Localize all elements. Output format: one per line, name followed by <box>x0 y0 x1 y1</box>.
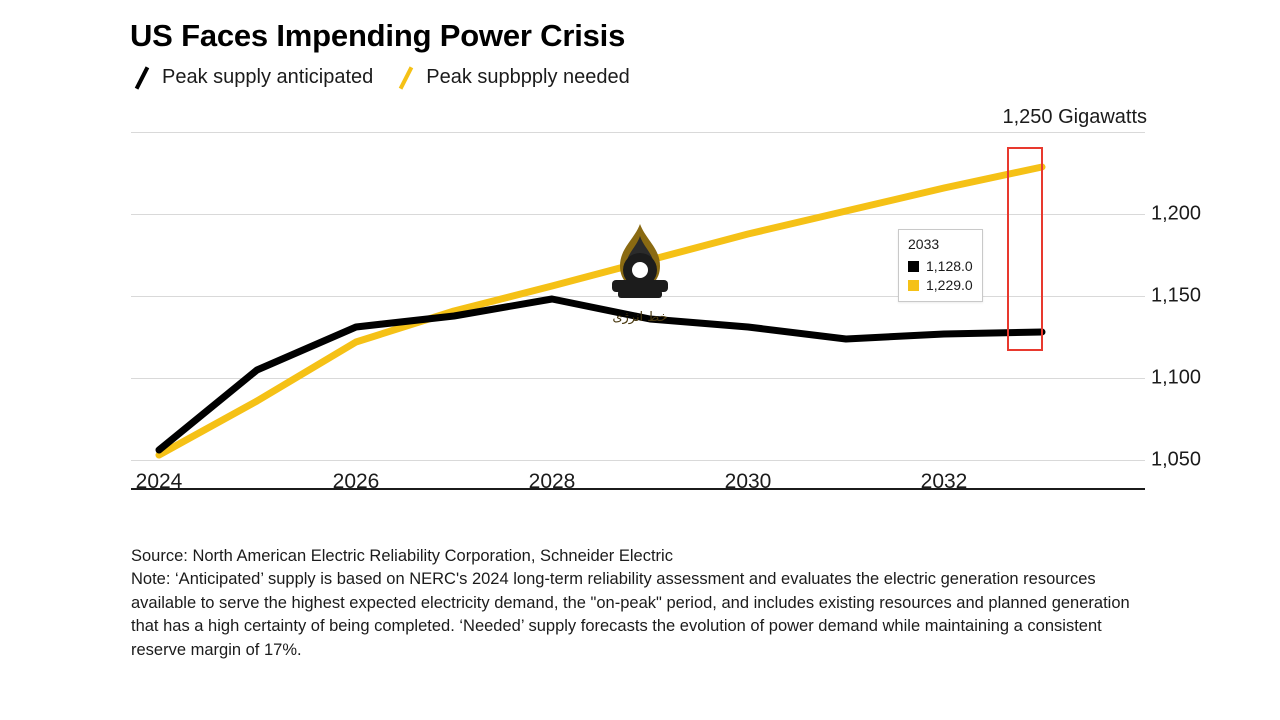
legend-item-needed <box>395 66 630 89</box>
x-axis-line <box>131 488 1145 490</box>
legend-slash-icon-black <box>131 67 153 89</box>
chart-tooltip <box>898 229 983 302</box>
x-tick-2026: 2026 <box>332 470 380 493</box>
gridline-1050 <box>131 460 1145 461</box>
x-tick-2030: 2030 <box>724 470 772 493</box>
tooltip-value-anticipated: 1,128.0 <box>926 257 973 274</box>
series-lines <box>131 132 1145 460</box>
tooltip-row-anticipated <box>908 257 973 276</box>
legend-label-needed: Peak supbpply needed <box>426 66 630 88</box>
y-tick-1100: 1,100 <box>1151 366 1202 389</box>
legend-slash-icon-yellow <box>395 67 417 89</box>
legend-label-anticipated: Peak supply anticipated <box>162 66 374 88</box>
y-tick-1150: 1,150 <box>1151 284 1202 307</box>
watermark-text: خط انرژی <box>612 310 668 325</box>
y-axis-top-label: 1,250 Gigawatts <box>1002 106 1147 128</box>
y-tick-1050: 1,050 <box>1151 448 1202 471</box>
tooltip-swatch-yellow <box>908 280 919 291</box>
plot-region <box>131 132 1202 493</box>
tooltip-value-needed: 1,229.0 <box>926 276 973 293</box>
y-tick-1200: 1,200 <box>1151 202 1202 225</box>
chart-footer <box>131 545 1141 662</box>
tooltip-swatch-black <box>908 261 919 272</box>
footer-source: Source: North American Electric Reliability Corporation, Schneider Electric <box>131 547 673 565</box>
series-line-anticipated <box>159 299 1042 450</box>
x-tick-2028: 2028 <box>528 470 576 493</box>
chart-legend <box>131 66 630 89</box>
x-tick-2024: 2024 <box>135 470 183 493</box>
legend-item-anticipated <box>131 66 373 89</box>
page-title: US Faces Impending Power Crisis <box>130 18 626 53</box>
tooltip-year: 2033 <box>908 236 940 252</box>
tooltip-row-needed <box>908 276 973 295</box>
x-tick-2032: 2032 <box>920 470 968 493</box>
footer-note: Note: ‘Anticipated’ supply is based on NERC's 2024 long-term reliability assessment and evaluates the electric generation resources available to serve the highest expected electricity demand, the "on-peak" period, and includes existing resources and planned generation that has a high certainty of being completed. ‘Needed’ supply forecasts the evolution of power demand while maintaining a consistent reserve margin of 17%. <box>131 570 1130 659</box>
chart-area <box>0 100 1280 510</box>
highlight-box-2033 <box>1007 147 1043 351</box>
